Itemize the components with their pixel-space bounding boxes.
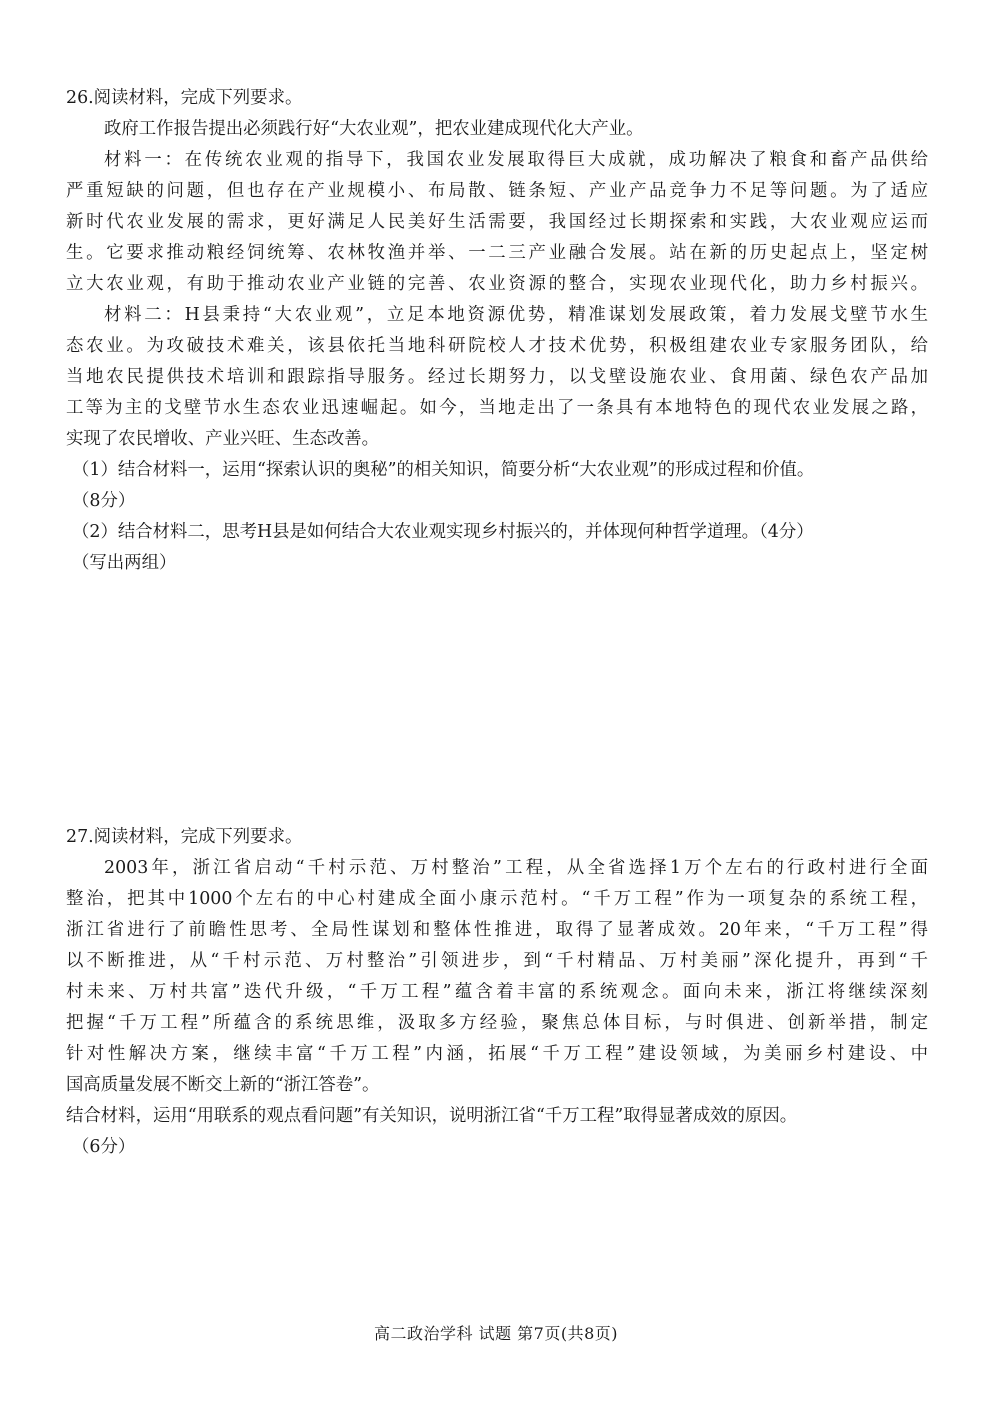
question-27: [66, 822, 928, 1163]
question-26-sub-1: [66, 455, 928, 517]
material-line: 材料一：在传统农业观的指导下，我国农业发展取得巨大成就，成功解决了粮食和畜产品供给: [104, 150, 928, 170]
sub-question-line: （1）结合材料一，运用“探索认识的奥秘”的相关知识，简要分析“大农业观”的形成过程和价值。: [72, 460, 815, 480]
material-line: 浙江省进行了前瞻性思考、全局性谋划和整体性推进，取得了显著成效。20年来，“千万工程”得: [66, 920, 928, 940]
question-26: [66, 83, 928, 579]
question-26-material-1: [66, 145, 928, 300]
material-line: 生。它要求推动粮经饲统筹、农林牧渔并举、一二三产业融合发展。站在新的历史起点上，坚定树: [66, 243, 928, 263]
material-line: 国高质量发展不断交上新的“浙江答卷”。: [66, 1075, 380, 1095]
task-line: 结合材料，运用“用联系的观点看问题”有关知识，说明浙江省“千万工程”取得显著成效的原因。: [66, 1106, 798, 1126]
material-line: 针对性解决方案，继续丰富“千万工程”内涵，拓展“千万工程”建设领域，为美丽乡村建设、中: [66, 1044, 928, 1064]
material-line: 整治，把其中1000个左右的中心村建成全面小康示范村。“千万工程”作为一项复杂的系统工程，: [66, 889, 928, 909]
material-line: 村未来、万村共富”迭代升级，“千万工程”蕴含着丰富的系统观念。面向未来，浙江将继续深刻: [66, 982, 928, 1002]
question-27-material: [66, 853, 928, 1101]
material-line: 当地农民提供技术培训和跟踪指导服务。经过长期努力，以戈壁设施农业、食用菌、绿色农产品加: [66, 367, 928, 387]
question-26-intro: 政府工作报告提出必须践行好“大农业观”，把农业建成现代化大产业。: [104, 119, 644, 139]
material-line: 态农业。为攻破技术难关，该县依托当地科研院校人才技术优势，积极组建农业专家服务团队，给: [66, 336, 928, 356]
question-27-title: 27.阅读材料，完成下列要求。: [66, 827, 303, 847]
question-26-sub-2: [66, 517, 928, 579]
material-line: 把握“千万工程”所蕴含的系统思维，汲取多方经验，聚焦总体目标，与时俱进、创新举措，制定: [66, 1013, 928, 1033]
material-line: 2003年，浙江省启动“千村示范、万村整治”工程，从全省选择1万个左右的行政村进行全面: [104, 858, 928, 878]
sub-question-score: （8分）: [72, 491, 136, 511]
page-footer: 高二政治学科 试题 第7页(共8页): [373, 1324, 619, 1343]
material-line: 工等为主的戈壁节水生态农业迅速崛起。如今，当地走出了一条具有本地特色的现代农业发展之路，: [66, 398, 928, 418]
material-line: 以不断推进，从“千村示范、万村整治”引领进步，到“千村精品、万村美丽”深化提升，再到“千: [66, 951, 928, 971]
question-26-title: 26.阅读材料，完成下列要求。: [66, 88, 303, 108]
sub-question-note: （写出两组）: [72, 553, 177, 573]
task-score: （6分）: [72, 1137, 136, 1157]
question-26-material-2: [66, 300, 928, 455]
question-27-task: [66, 1101, 928, 1163]
material-line: 新时代农业发展的需求，更好满足人民美好生活需要，我国经过长期探索和实践，大农业观应运而: [66, 212, 928, 232]
material-line: 严重短缺的问题，但也存在产业规模小、布局散、链条短、产业产品竞争力不足等问题。为了适应: [66, 181, 928, 201]
material-line: 实现了农民增收、产业兴旺、生态改善。: [66, 429, 380, 449]
sub-question-line: （2）结合材料二，思考H县是如何结合大农业观实现乡村振兴的，并体现何种哲学道理。（4分）: [72, 522, 814, 542]
material-line: 材料二：H县秉持“大农业观”，立足本地资源优势，精准谋划发展政策，着力发展戈壁节水生: [104, 305, 928, 325]
material-line: 立大农业观，有助于推动农业产业链的完善、农业资源的整合，实现农业现代化，助力乡村振兴。: [66, 274, 928, 294]
